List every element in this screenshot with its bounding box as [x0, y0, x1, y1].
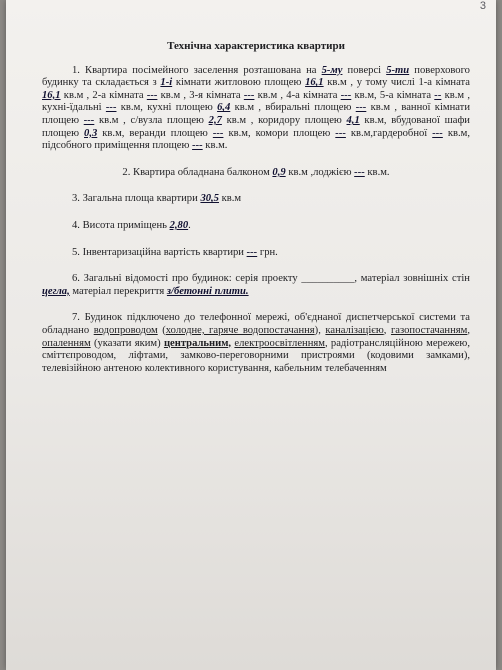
text: кв.м , 3-я кімната — [157, 89, 244, 101]
toilet-value: --- — [355, 102, 367, 114]
closet-value: 0,3 — [84, 127, 98, 139]
room2-value: --- — [146, 89, 158, 101]
text: кімнати житловою площею — [172, 77, 306, 89]
document-page — [6, 0, 496, 670]
paragraph-7 — [42, 312, 470, 375]
text: кв.м. — [202, 140, 228, 152]
text: 2. Квартира обладнана балконом — [122, 166, 273, 178]
wc-unit-value: 2,7 — [208, 114, 222, 126]
paragraph-6 — [42, 273, 470, 298]
water-detail: холодне, гаряче водопостачання — [165, 324, 315, 336]
text: , — [467, 324, 470, 336]
text: кв.м , кухні-їдальні — [42, 89, 470, 114]
floor-value: 5-му — [321, 64, 343, 76]
text: , матеріал зовнішніх стін — [354, 273, 470, 285]
living-area-value: 16,1 — [305, 77, 324, 89]
veranda-value: --- — [212, 127, 224, 139]
text: кв.м — [218, 193, 242, 205]
text: кв.м , вбиральні площею — [230, 102, 356, 114]
paragraph-3 — [42, 193, 470, 206]
paragraph-2 — [42, 167, 470, 180]
water-supply: водопроводом — [93, 324, 158, 336]
text: кв.м , ванної кімнати площею — [42, 102, 470, 126]
text: кв.м , с/вузла площею — [94, 114, 209, 126]
gas-supply: газопостачанням — [390, 324, 468, 336]
document-title: Технічна характеристика квартири — [167, 40, 345, 52]
text: ), — [314, 324, 326, 336]
text: кв.м , 4-а кімната — [254, 89, 341, 101]
rooms-value: 1-і — [160, 77, 173, 89]
paragraph-4 — [42, 220, 470, 233]
utility-value: --- — [192, 140, 203, 152]
text: 7. Будинок підключено до телефонної мережі, об'єднаної диспетчерської системи та обладнано — [42, 312, 470, 336]
heating: опаленням — [42, 337, 91, 349]
document-body — [42, 40, 470, 389]
text: 6. Загальні відомості про будинок: серія проекту — [72, 273, 302, 285]
text: кв.м. — [364, 166, 390, 178]
text: кв.м , коридору площею — [221, 114, 347, 126]
text: кв.м , у тому числі 1-а кімната — [323, 77, 470, 89]
text: ( — [157, 324, 166, 336]
text: кв.м, веранди площею — [97, 127, 213, 139]
text: кв.м, комори площею — [223, 127, 336, 139]
text: кв.м , 2-а кімната — [60, 89, 147, 101]
loggia-value: --- — [354, 166, 365, 178]
heating-type: центральним, — [163, 337, 232, 349]
text: кв.м, 5-а кімната — [351, 89, 435, 101]
text: кв.м, підсобного приміщення площею — [42, 127, 470, 152]
storeys-value: 5-ти — [386, 64, 410, 76]
text: грн. — [257, 246, 278, 258]
text: кв.м, кухні площею — [116, 102, 218, 114]
room4-value: --- — [340, 89, 352, 101]
text: 5. Інвентаризаційна вартість квартири — [72, 246, 247, 258]
kitchen-value: 6,4 — [217, 102, 231, 114]
paragraph-5 — [42, 247, 470, 260]
slabs-value: з/бетонні плити. — [166, 285, 249, 297]
wardrobe-value: --- — [432, 127, 443, 139]
page-number: 3 — [479, 0, 486, 12]
kitchen-dining-value: --- — [105, 102, 117, 114]
text: кв.м, вбудованої шафи площею — [42, 114, 470, 139]
electric-lighting: електроосвітленням — [234, 337, 325, 349]
room3-value: --- — [243, 89, 255, 101]
total-area-value: 30,5 — [200, 193, 219, 205]
balcony-value: 0,9 — [272, 166, 286, 178]
room1-value: 16,1 — [42, 89, 61, 101]
text: 4. Висота приміщень — [72, 219, 170, 231]
bathroom-value: --- — [83, 114, 95, 126]
text: поверсі — [342, 64, 387, 76]
text: . — [188, 219, 191, 231]
text: кв.м,гардеробної — [345, 127, 433, 139]
text: , радіотрансляційною мережею, сміттєпроводом, ліфтами, замково-переговорними пристроями (кодовими замками), телевізійною антеною колективного користування, кабельним телебаченням — [42, 337, 470, 374]
text: , — [383, 324, 391, 336]
corridor-value: 4,1 — [346, 114, 360, 126]
height-value: 2,80 — [169, 219, 189, 231]
text: кв.м ,лоджією — [285, 166, 355, 178]
room5-value: -- — [434, 89, 442, 101]
paragraph-1 — [42, 65, 470, 153]
pantry-value: --- — [335, 127, 346, 139]
text: матеріал перекриття — [69, 285, 167, 297]
text: 1. Квартира посімейного заселення розташована на — [72, 64, 322, 76]
walls-value: цегла, — [42, 285, 70, 297]
series-blank: __________ — [301, 273, 355, 285]
inventory-value: --- — [246, 246, 258, 258]
text: (указати яким) — [90, 337, 164, 349]
sewerage: каналізацією — [325, 324, 384, 336]
text: поверхового будинку та складається з — [42, 64, 470, 89]
text: 3. Загальна площа квартири — [72, 193, 201, 205]
